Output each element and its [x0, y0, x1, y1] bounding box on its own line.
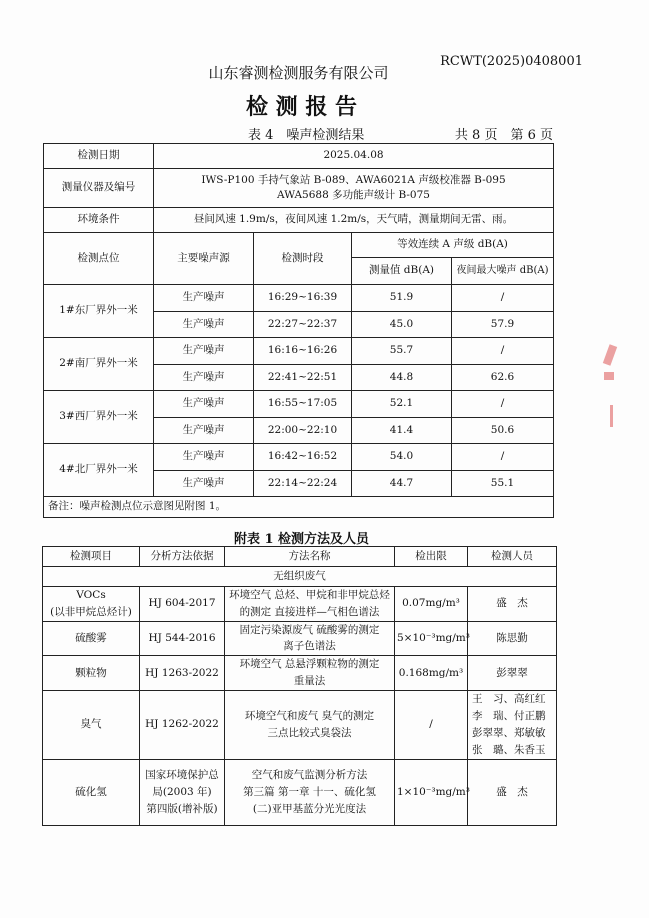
noise-source: 生产噪声 [154, 338, 254, 365]
method-basis: 国家环境保护总 局(2003 年) 第四版(增补版) [140, 759, 225, 825]
detection-limit: 1×10⁻³mg/m³ [395, 759, 468, 825]
noise-source: 生产噪声 [154, 444, 254, 471]
method-basis: HJ 544-2016 [140, 621, 225, 656]
item-name: 颗粒物 [43, 656, 140, 691]
method-row [43, 656, 557, 691]
method-basis: HJ 604-2017 [140, 587, 225, 622]
noise-results-table [43, 143, 554, 518]
seal-fragment [610, 405, 613, 427]
period: 16:55~17:05 [254, 391, 352, 418]
noise-row [44, 444, 554, 471]
method-basis: HJ 1263-2022 [140, 656, 225, 691]
point-name: 1#东厂界外一米 [44, 285, 154, 338]
night-max-value: 55.1 [452, 470, 554, 497]
method-name: 环境空气 总烃、甲烷和非甲烷总烃 的测定 直接进样—气相色谱法 [225, 587, 395, 622]
staff-names: 盛 杰 [468, 587, 557, 622]
period: 22:00~22:10 [254, 417, 352, 444]
staff-names: 陈思勤 [468, 621, 557, 656]
header-item: 检测项目 [43, 547, 140, 567]
item-name: VOCs (以非甲烷总烃计) [43, 587, 140, 622]
measured-value: 45.0 [352, 311, 452, 338]
noise-source: 生产噪声 [154, 285, 254, 312]
item-name: 臭气 [43, 690, 140, 759]
measured-value: 44.7 [352, 470, 452, 497]
detection-limit: 0.168mg/m³ [395, 656, 468, 691]
night-max-value: / [452, 444, 554, 471]
env-value: 昼间风速 1.9m/s，夜间风速 1.2m/s，天气晴，测量期间无雷、雨。 [154, 208, 554, 233]
method-name: 环境空气 总悬浮颗粒物的测定 重量法 [225, 656, 395, 691]
noise-row [44, 285, 554, 312]
period: 22:41~22:51 [254, 364, 352, 391]
night-max-value: 50.6 [452, 417, 554, 444]
night-max-value: 57.9 [452, 311, 554, 338]
measured-value: 52.1 [352, 391, 452, 418]
period: 22:27~22:37 [254, 311, 352, 338]
seal-fragment [604, 372, 614, 380]
night-max-value: / [452, 391, 554, 418]
method-name: 环境空气和废气 臭气的测定 三点比较式臭袋法 [225, 690, 395, 759]
header-source: 主要噪声源 [154, 233, 254, 285]
measured-value: 55.7 [352, 338, 452, 365]
header-night-max: 夜间最大噪声 dB(A) [452, 258, 554, 285]
page-info: 共 8 页 第 6 页 [454, 128, 553, 143]
instr-label: 测量仪器及编号 [44, 169, 154, 208]
header-limit: 检出限 [395, 547, 468, 567]
measured-value: 54.0 [352, 444, 452, 471]
report-title: 检 测 报 告 [246, 94, 357, 120]
method-basis: HJ 1262-2022 [140, 690, 225, 759]
noise-source: 生产噪声 [154, 417, 254, 444]
point-name: 4#北厂界外一米 [44, 444, 154, 497]
env-label: 环境条件 [44, 208, 154, 233]
table4-caption: 表 4 噪声检测结果 [248, 128, 365, 143]
noise-source: 生产噪声 [154, 470, 254, 497]
night-max-value: / [452, 285, 554, 312]
method-row [43, 621, 557, 656]
detection-limit: 5×10⁻³mg/m³ [395, 621, 468, 656]
instr-value: IWS-P100 手持气象站 B-089、AWA6021A 声级校准器 B-095 AWA5688 多功能声级计 B-075 [154, 169, 554, 208]
noise-source: 生产噪声 [154, 364, 254, 391]
period: 16:16~16:26 [254, 338, 352, 365]
noise-row [44, 338, 554, 365]
night-max-value: / [452, 338, 554, 365]
table4-note: 备注：噪声检测点位示意图见附图 1。 [44, 497, 554, 518]
method-row [43, 690, 557, 759]
noise-row [44, 391, 554, 418]
detection-limit: 0.07mg/m³ [395, 587, 468, 622]
method-row [43, 587, 557, 622]
period: 22:14~22:24 [254, 470, 352, 497]
point-name: 2#南厂界外一米 [44, 338, 154, 391]
measured-value: 51.9 [352, 285, 452, 312]
header-basis: 分析方法依据 [140, 547, 225, 567]
staff-names: 王 习、高红红 李 瑞、付正鹏 彭翠翠、郑敏敏 张 璐、朱香玉 [468, 690, 557, 759]
period: 16:29~16:39 [254, 285, 352, 312]
seal-fragment [603, 344, 617, 366]
method-name: 空气和废气监测分析方法 第三篇 第一章 十一、硫化氢 (二)亚甲基蓝分光光度法 [225, 759, 395, 825]
section-title: 无组织废气 [43, 567, 557, 587]
date-label: 检测日期 [44, 144, 154, 169]
report-number: RCWT(2025)0408001 [440, 54, 583, 69]
header-leq: 等效连续 A 声级 dB(A) [352, 233, 554, 258]
staff-names: 彭翠翠 [468, 656, 557, 691]
header-period: 检测时段 [254, 233, 352, 285]
detection-limit: / [395, 690, 468, 759]
header-method: 方法名称 [225, 547, 395, 567]
method-name: 固定污染源废气 硫酸雾的测定 离子色谱法 [225, 621, 395, 656]
methods-table [42, 546, 557, 826]
night-max-value: 62.6 [452, 364, 554, 391]
header-point: 检测点位 [44, 233, 154, 285]
measured-value: 41.4 [352, 417, 452, 444]
header-measured: 测量值 dB(A) [352, 258, 452, 285]
staff-names: 盛 杰 [468, 759, 557, 825]
item-name: 硫化氢 [43, 759, 140, 825]
method-row [43, 759, 557, 825]
header-staff: 检测人员 [468, 547, 557, 567]
company-name: 山东睿测检测服务有限公司 [208, 64, 389, 82]
point-name: 3#西厂界外一米 [44, 391, 154, 444]
measured-value: 44.8 [352, 364, 452, 391]
date-value: 2025.04.08 [154, 144, 554, 169]
methods-header-row [43, 547, 557, 567]
noise-source: 生产噪声 [154, 391, 254, 418]
appendix1-caption: 附表 1 检测方法及人员 [233, 532, 370, 547]
noise-source: 生产噪声 [154, 311, 254, 338]
period: 16:42~16:52 [254, 444, 352, 471]
item-name: 硫酸雾 [43, 621, 140, 656]
